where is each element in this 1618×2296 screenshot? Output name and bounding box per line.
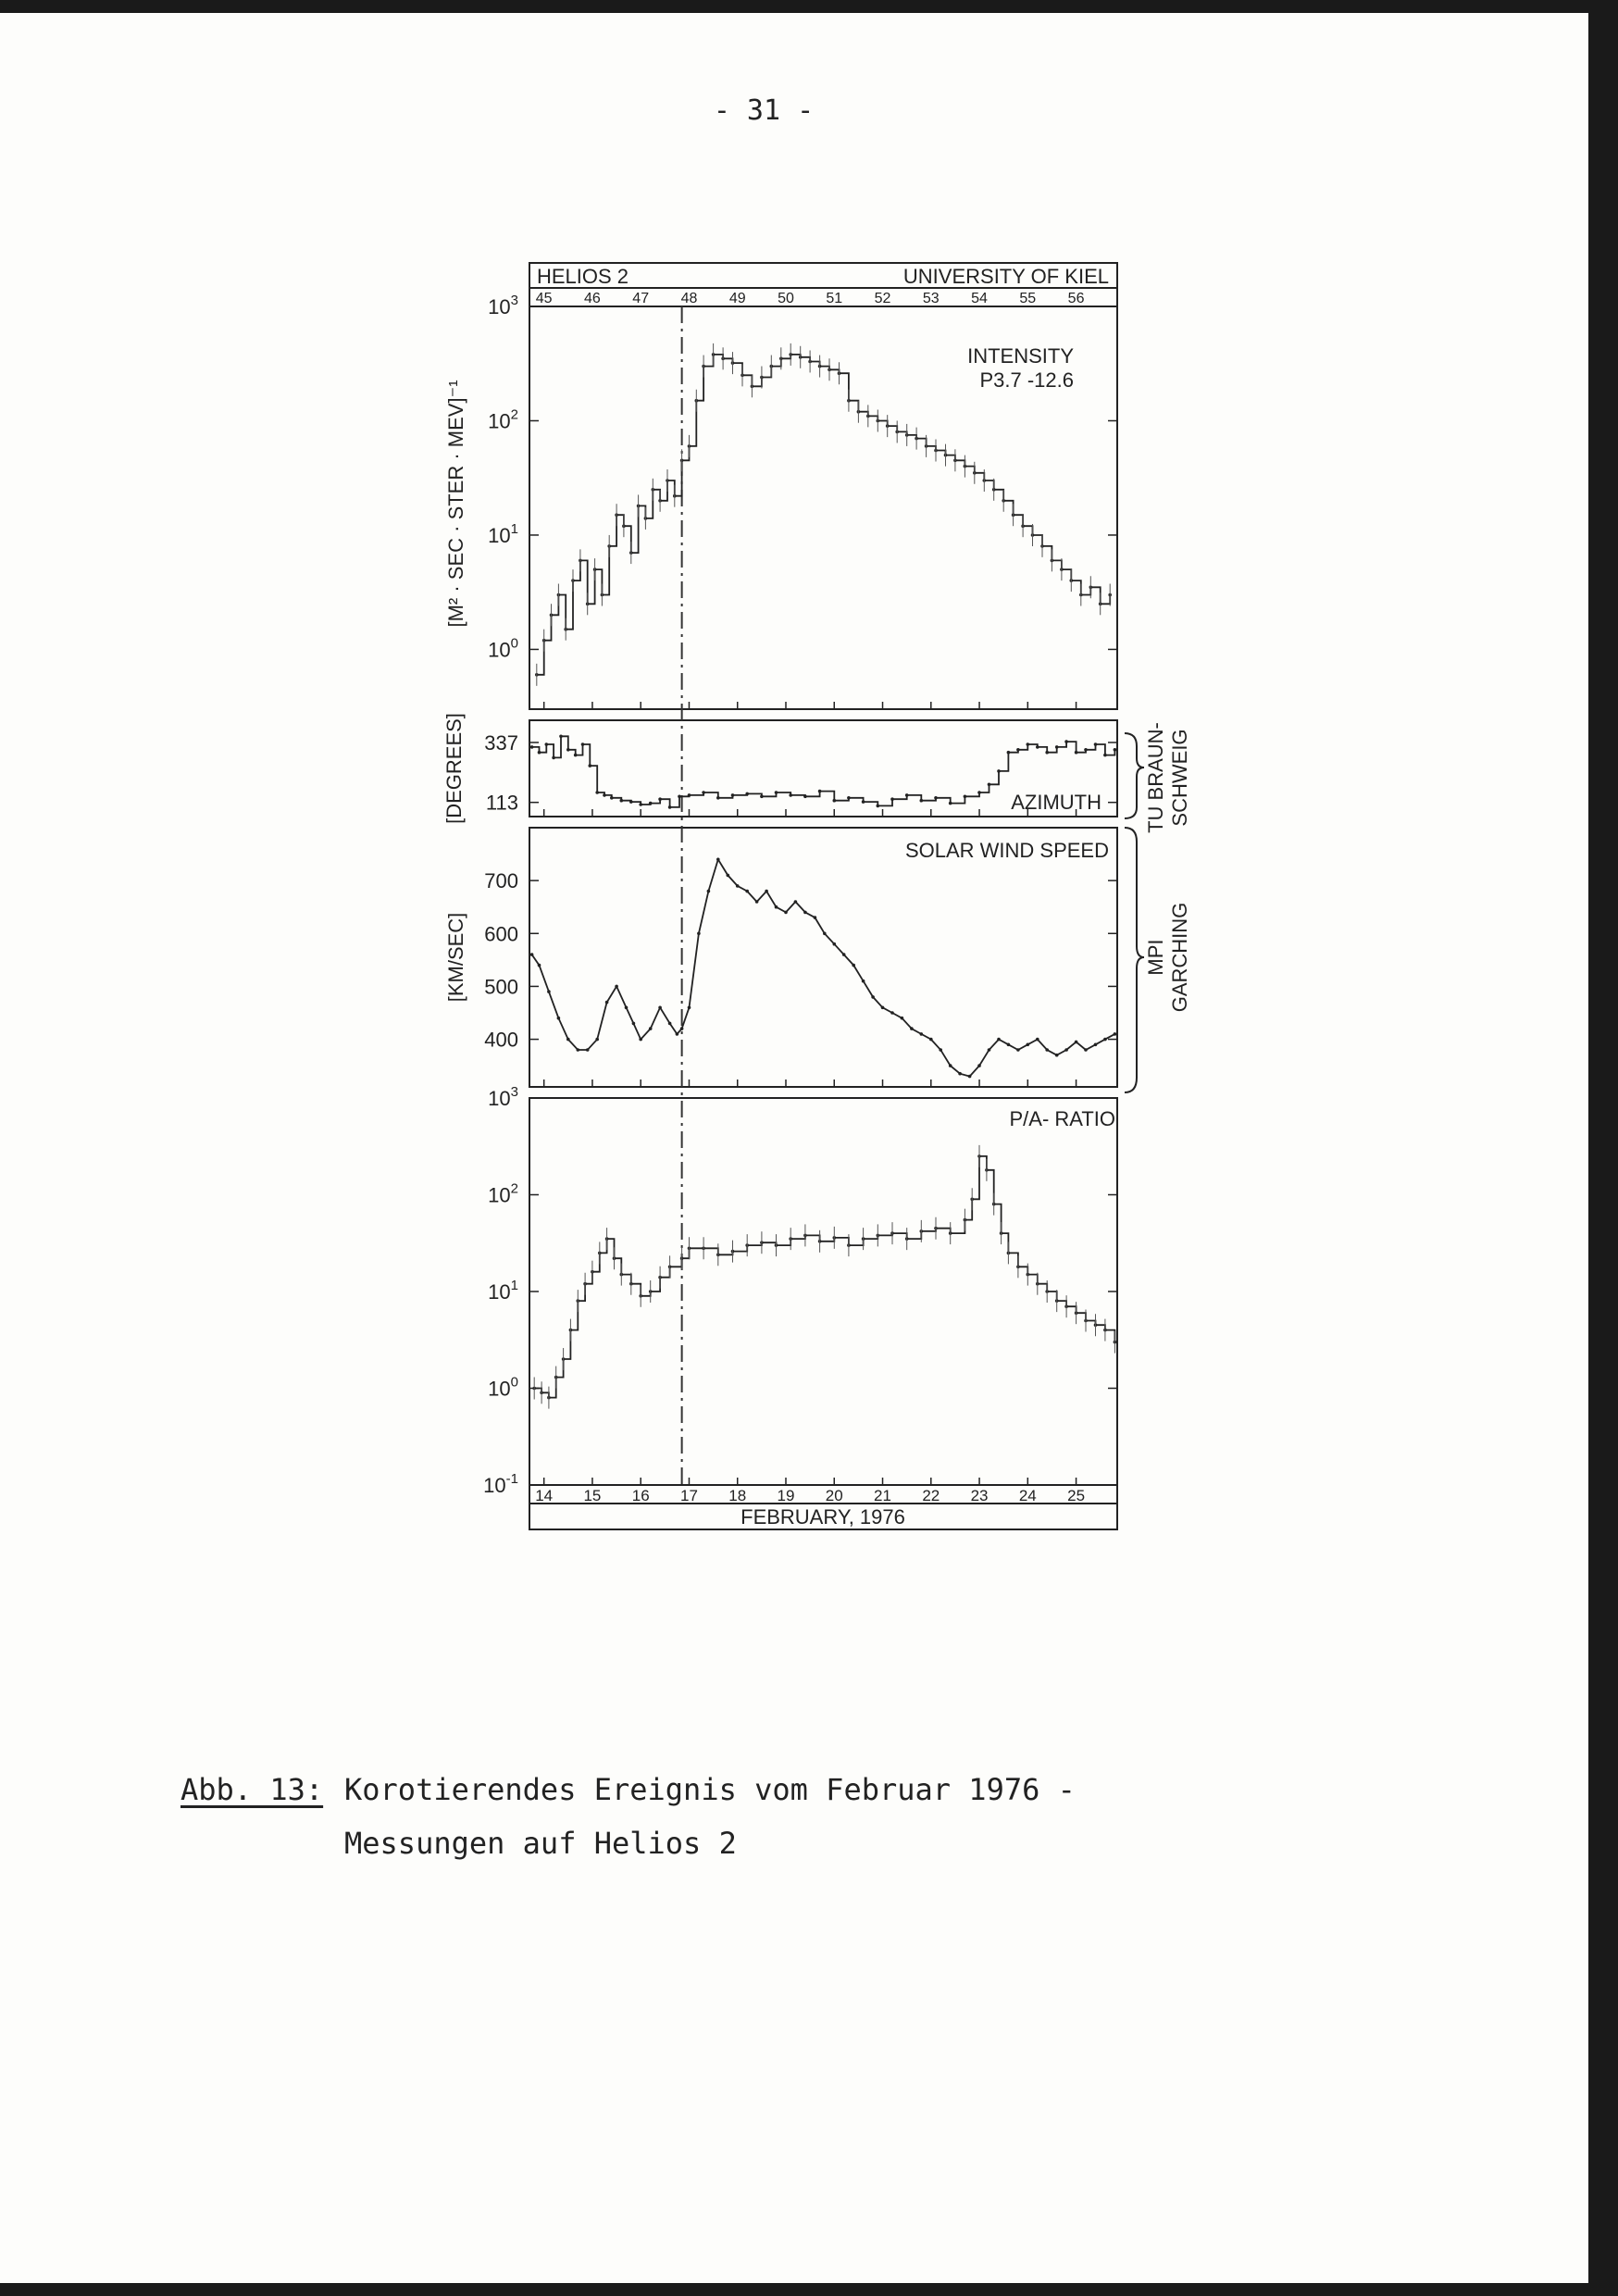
azimuth-data-point bbox=[949, 802, 952, 805]
x-axis-label: FEBRUARY, 1976 bbox=[741, 1505, 905, 1529]
y-tick-label: $10^3$ bbox=[488, 293, 518, 318]
pa-title: P/A- RATIO bbox=[1009, 1107, 1115, 1130]
wind-data-point bbox=[968, 1075, 972, 1079]
top-tick-label: 45 bbox=[535, 291, 553, 306]
azimuth-data-point bbox=[890, 797, 894, 801]
y-tick-label: $10^1$ bbox=[488, 1278, 518, 1304]
wind-data-point bbox=[901, 1017, 904, 1020]
azimuth-data-point bbox=[589, 764, 592, 767]
pa-plot bbox=[483, 1084, 1117, 1497]
top-tick-label: 47 bbox=[632, 291, 650, 306]
wind-data-point bbox=[688, 1006, 691, 1010]
top-axis-ticks bbox=[536, 291, 1085, 306]
wind-data-point bbox=[566, 1038, 570, 1042]
azimuth-data-point bbox=[977, 791, 981, 794]
header-institution: UNIVERSITY OF KIEL bbox=[902, 265, 1109, 288]
y-tick-label: $10^3$ bbox=[488, 1084, 518, 1110]
wind-data-point bbox=[977, 1064, 981, 1067]
wind-data-point bbox=[639, 1038, 642, 1042]
wind-data-point bbox=[707, 890, 711, 893]
wind-data-point bbox=[632, 1022, 636, 1026]
azimuth-data-point bbox=[745, 792, 749, 796]
wind-data-point bbox=[958, 1072, 962, 1076]
y-tick-label: 113 bbox=[485, 791, 518, 815]
azimuth-data-point bbox=[658, 797, 662, 801]
x-tick-label: 23 bbox=[970, 1487, 989, 1504]
azimuth-data-point bbox=[581, 742, 585, 746]
azimuth-data-point bbox=[678, 795, 681, 799]
wind-data-point bbox=[668, 1022, 672, 1026]
azimuth-data-point bbox=[1075, 751, 1078, 755]
azimuth-data-point bbox=[920, 799, 924, 803]
azimuth-title: AZIMUTH bbox=[1011, 791, 1101, 814]
x-tick-label: 20 bbox=[825, 1487, 843, 1504]
azimuth-data-point bbox=[803, 795, 807, 799]
wind-data-point bbox=[1084, 1048, 1088, 1052]
wind-data-point bbox=[1094, 1043, 1098, 1047]
x-tick-label: 19 bbox=[777, 1487, 795, 1504]
wind-title: SOLAR WIND SPEED bbox=[904, 839, 1109, 862]
wind-data-point bbox=[910, 1027, 914, 1030]
wind-data-point bbox=[727, 874, 730, 878]
wind-data-point bbox=[1045, 1048, 1049, 1052]
azimuth-data-point bbox=[559, 735, 563, 739]
wind-data-point bbox=[680, 1027, 684, 1030]
page-number: - 31 - bbox=[713, 94, 815, 127]
wind-data-point bbox=[920, 1032, 924, 1036]
intensity-title: INTENSITY bbox=[967, 344, 1074, 368]
azimuth-data-point bbox=[1094, 742, 1098, 746]
intensity-channel: P3.7 -12.6 bbox=[979, 368, 1074, 392]
wind-data-point bbox=[605, 1001, 609, 1004]
wind-data-point bbox=[755, 900, 759, 904]
wind-data-point bbox=[1007, 1043, 1011, 1047]
y-tick-label: 400 bbox=[484, 1028, 518, 1052]
figure bbox=[0, 13, 1588, 2283]
azimuth-data-point bbox=[1045, 751, 1049, 755]
x-tick-label: 22 bbox=[922, 1487, 940, 1504]
azimuth-data-point bbox=[639, 803, 642, 806]
x-tick-label: 21 bbox=[874, 1487, 891, 1504]
tu-label-line2: SCHWEIG bbox=[1168, 729, 1191, 827]
azimuth-data-point bbox=[833, 799, 837, 803]
mpi-label-line1: MPI bbox=[1144, 939, 1167, 976]
top-tick-label: 50 bbox=[778, 291, 794, 306]
wind-data-point bbox=[775, 905, 778, 909]
wind-data-point bbox=[881, 1006, 885, 1010]
wind-data-point bbox=[625, 1006, 629, 1010]
top-tick-label: 52 bbox=[874, 291, 891, 306]
azimuth-data-point bbox=[1027, 742, 1030, 746]
wind-panel bbox=[529, 828, 1117, 1087]
azimuth-data-point bbox=[610, 796, 614, 800]
azimuth-data-point bbox=[552, 756, 555, 760]
wind-data-point bbox=[842, 953, 846, 956]
wind-data-point bbox=[1064, 1048, 1068, 1052]
header-spacecraft: HELIOS 2 bbox=[537, 265, 629, 288]
azimuth-data-point bbox=[847, 796, 851, 800]
azimuth-data-point bbox=[789, 793, 792, 797]
azimuth-data-point bbox=[1055, 745, 1059, 749]
y-tick-label: $10^2$ bbox=[488, 1180, 518, 1207]
wind-data-point bbox=[997, 1038, 1001, 1042]
wind-data-point bbox=[890, 1011, 894, 1015]
azimuth-data-point bbox=[566, 748, 570, 752]
wind-data-point bbox=[833, 942, 837, 946]
wind-data-point bbox=[852, 964, 855, 967]
azimuth-data-point bbox=[530, 745, 534, 749]
wind-data-point bbox=[794, 900, 798, 904]
wind-data-point bbox=[988, 1048, 991, 1052]
wind-data-point bbox=[803, 911, 807, 915]
bottom-axis-ticks bbox=[535, 702, 1085, 1504]
x-tick-label: 24 bbox=[1018, 1487, 1037, 1504]
azimuth-data-point bbox=[1064, 740, 1068, 743]
wind-data-point bbox=[658, 1006, 662, 1010]
azimuth-data-point bbox=[688, 793, 691, 797]
azimuth-data-point bbox=[934, 796, 938, 800]
wind-data-point bbox=[1036, 1038, 1039, 1042]
y-tick-label: $10^1$ bbox=[488, 520, 518, 547]
azimuth-data-point bbox=[545, 742, 549, 746]
wind-data-point bbox=[765, 890, 768, 893]
x-tick-label: 17 bbox=[680, 1487, 698, 1504]
top-tick-label: 51 bbox=[826, 291, 843, 306]
caption-line2: Messungen auf Helios 2 bbox=[344, 1826, 737, 1861]
top-tick-label: 49 bbox=[728, 291, 746, 306]
y-tick-label: $10^{-1}$ bbox=[483, 1471, 518, 1497]
azimuth-data-point bbox=[538, 751, 541, 755]
document-page bbox=[0, 13, 1588, 2283]
azimuth-data-point bbox=[862, 800, 865, 804]
azimuth-data-point bbox=[731, 793, 735, 797]
wind-data-point bbox=[577, 1048, 580, 1052]
tu-bracket bbox=[1125, 733, 1144, 818]
wind-data-point bbox=[1027, 1043, 1030, 1047]
y-tick-label: $10^0$ bbox=[488, 1374, 518, 1401]
wind-data-point bbox=[1075, 1041, 1078, 1044]
caption-label: Abb. 13: bbox=[180, 1772, 324, 1807]
pa-panel bbox=[529, 1098, 1117, 1485]
azimuth-data-point bbox=[1036, 745, 1039, 749]
wind-data-point bbox=[557, 1017, 561, 1020]
azimuth-data-point bbox=[649, 802, 653, 805]
wind-data-point bbox=[649, 1027, 653, 1030]
y-tick-label: $10^0$ bbox=[488, 635, 518, 662]
x-tick-label: 14 bbox=[535, 1487, 554, 1504]
wind-data-point bbox=[530, 953, 534, 956]
azimuth-data-point bbox=[964, 795, 967, 799]
y-tick-label: 600 bbox=[484, 922, 518, 946]
mpi-label-line2: GARCHING bbox=[1168, 902, 1191, 1013]
intensity-series-line bbox=[537, 355, 1110, 675]
azimuth-data-point bbox=[1007, 751, 1011, 755]
wind-data-point bbox=[736, 884, 740, 888]
wind-data-point bbox=[862, 980, 865, 983]
tu-label-line1: TU BRAUN- bbox=[1144, 722, 1167, 833]
azimuth-data-point bbox=[595, 791, 599, 794]
azimuth-data-point bbox=[775, 791, 778, 794]
azimuth-data-point bbox=[603, 793, 606, 797]
azimuth-data-point bbox=[702, 791, 705, 794]
x-tick-label: 18 bbox=[728, 1487, 747, 1504]
x-tick-label: 15 bbox=[583, 1487, 602, 1504]
azimuth-data-point bbox=[988, 783, 991, 787]
azimuth-data-point bbox=[877, 805, 880, 808]
top-tick-label: 53 bbox=[922, 291, 940, 306]
y-tick-label: 500 bbox=[484, 975, 518, 999]
wind-data-point bbox=[615, 985, 618, 989]
azimuth-data-point bbox=[905, 793, 909, 797]
wind-data-point bbox=[929, 1038, 933, 1042]
wind-data-point bbox=[939, 1048, 942, 1052]
azimuth-data-point bbox=[1103, 754, 1107, 757]
azimuth-data-point bbox=[620, 799, 624, 803]
wind-data-point bbox=[784, 911, 788, 915]
wind-data-point bbox=[538, 964, 541, 967]
azimuth-data-point bbox=[1114, 748, 1117, 752]
top-tick-label: 55 bbox=[1019, 291, 1037, 306]
caption-line1: Korotierendes Ereignis vom Februar 1976 - bbox=[344, 1772, 1076, 1807]
wind-data-point bbox=[595, 1038, 599, 1042]
wind-data-point bbox=[949, 1064, 952, 1067]
azimuth-data-point bbox=[760, 795, 764, 799]
top-tick-label: 54 bbox=[971, 291, 988, 306]
wind-data-point bbox=[676, 1032, 679, 1036]
azimuth-ylabel: [DEGREES] bbox=[442, 713, 466, 824]
wind-plot bbox=[484, 858, 1117, 1079]
wind-data-point bbox=[823, 932, 827, 936]
wind-ylabel: [KM/SEC] bbox=[444, 912, 467, 1003]
wind-data-point bbox=[586, 1048, 590, 1052]
top-tick-label: 56 bbox=[1067, 291, 1085, 306]
azimuth-data-point bbox=[629, 800, 633, 804]
x-tick-label: 16 bbox=[631, 1487, 650, 1504]
top-tick-label: 48 bbox=[680, 291, 698, 306]
wind-data-point bbox=[697, 932, 701, 936]
intensity-ylabel: [M² · SEC · STER · MEV]⁻¹ bbox=[444, 380, 467, 628]
azimuth-data-point bbox=[716, 796, 720, 800]
y-tick-label: 337 bbox=[484, 730, 518, 755]
y-tick-label: 700 bbox=[484, 869, 518, 893]
wind-data-point bbox=[716, 858, 720, 862]
azimuth-data-point bbox=[818, 790, 822, 793]
wind-data-point bbox=[1103, 1038, 1107, 1042]
wind-data-point bbox=[871, 995, 875, 999]
mpi-bracket bbox=[1125, 828, 1144, 1092]
y-tick-label: $10^2$ bbox=[488, 406, 518, 433]
azimuth-data-point bbox=[574, 754, 578, 757]
top-tick-label: 46 bbox=[584, 291, 601, 306]
azimuth-data-point bbox=[668, 805, 672, 809]
wind-data-point bbox=[814, 916, 817, 919]
azimuth-data-point bbox=[997, 769, 1001, 773]
wind-data-point bbox=[1016, 1048, 1020, 1052]
azimuth-data-point bbox=[1084, 748, 1088, 752]
azimuth-data-point bbox=[1016, 748, 1020, 752]
wind-data-point bbox=[547, 990, 551, 993]
wind-data-point bbox=[745, 890, 749, 893]
wind-data-point bbox=[1114, 1032, 1117, 1036]
wind-data-point bbox=[1055, 1054, 1059, 1057]
x-tick-label: 25 bbox=[1067, 1487, 1086, 1504]
